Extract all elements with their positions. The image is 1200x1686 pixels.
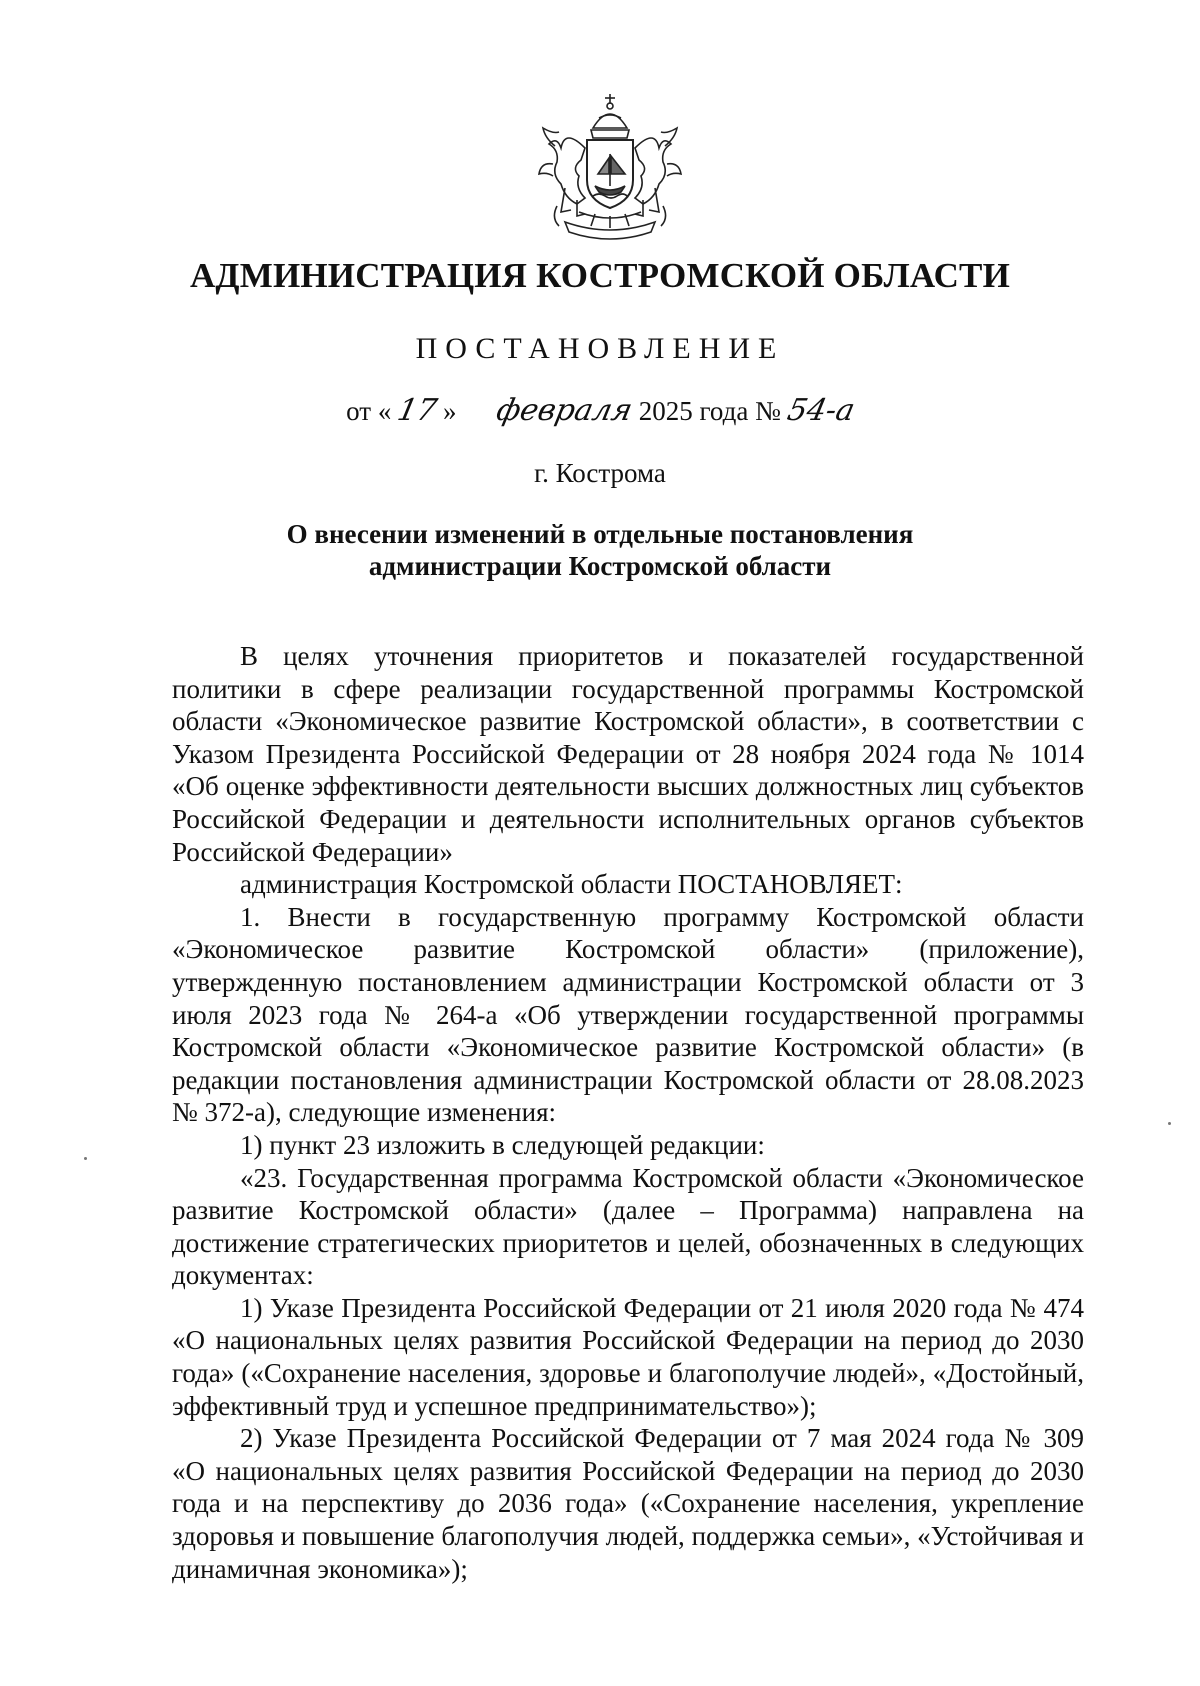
date-day-handwritten: 17 [394,393,440,428]
subject-line-1: О внесении изменений в отдельные постановления [286,519,914,549]
body-paragraph: 2) Указе Президента Российской Федерации от 7 мая 2024 года № 309 «О национальных целях развития Российской Федерации на период до 2030 года и на перспективу до 2036 года» («Сохранение населения, укрепление здоровья и повышение благополучия людей, поддержка семьи», «Устойчивая и динамичная экономика»); [172,1423,1084,1584]
date-mid: » [443,396,457,426]
body-paragraph: В целях уточнения приоритетов и показателей государственной политики в сфере реализации государственной программы Костромской области «Экономическое развитие Костромской области», в соответствии с Указом Президента Российской Федерации от 28 ноября 2024 года № 1014 «Об оценке эффективности деятельности высших должностных лиц субъектов Российской Федерации и деятельности исполнительных органов субъектов Российской Федерации» [172,641,1084,867]
scan-speck [1168,1122,1171,1125]
body-paragraph: 1) пункт 23 изложить в следующей редакции: [240,1129,765,1160]
agency-title: АДМИНИСТРАЦИЯ КОСТРОМСКОЙ ОБЛАСТИ [189,256,1011,295]
body-paragraph: 1) Указе Президента Российской Федерации от 21 июля 2020 года № 474 «О национальных целях развития Российской Федерации на период до 2030 года» («Сохранение населения, здоровье и благополучие людей», «Достойный, эффективный труд и успешное предпринимательство»); [172,1292,1084,1421]
subject-line-2: администрации Костромской области [368,551,832,581]
date-prefix: от « [346,396,392,426]
body-paragraph: 1. Внести в государственную программу Костромской области «Экономическое развитие Костромской области» (приложение), утвержденную постановлением администрации Костромской области от 3 июля 2023 года № 264-а «Об утверждении государственной программы Костромской области «Экономическое развитие Костромской области» (в редакции постановления администрации Костромской области от 28.08.2023 № 372-а), следующие изменения: [172,901,1084,1128]
body-paragraph: «23. Государственная программа Костромской области «Экономическое развитие Костромской области» (далее – Программа) направлена на достижение стратегических приоритетов и целей, обозначенных в следующих документах: [172,1162,1084,1291]
date-and-number-line [0,393,1200,428]
date-year: 2025 года [638,396,749,426]
document-subject [0,518,1200,582]
date-month-handwritten: февраля [493,393,636,428]
document-number-handwritten: 54-а [783,393,858,428]
document-body [172,640,1084,1585]
number-prefix: № [755,396,781,426]
document-type: ПОСТАНОВЛЕНИЕ [415,332,785,365]
coat-of-arms-emblem [535,88,685,248]
city: г. Кострома [534,458,666,488]
body-paragraph: администрация Костромской области ПОСТАНОВЛЯЕТ: [240,869,903,900]
scan-speck [84,1157,87,1160]
